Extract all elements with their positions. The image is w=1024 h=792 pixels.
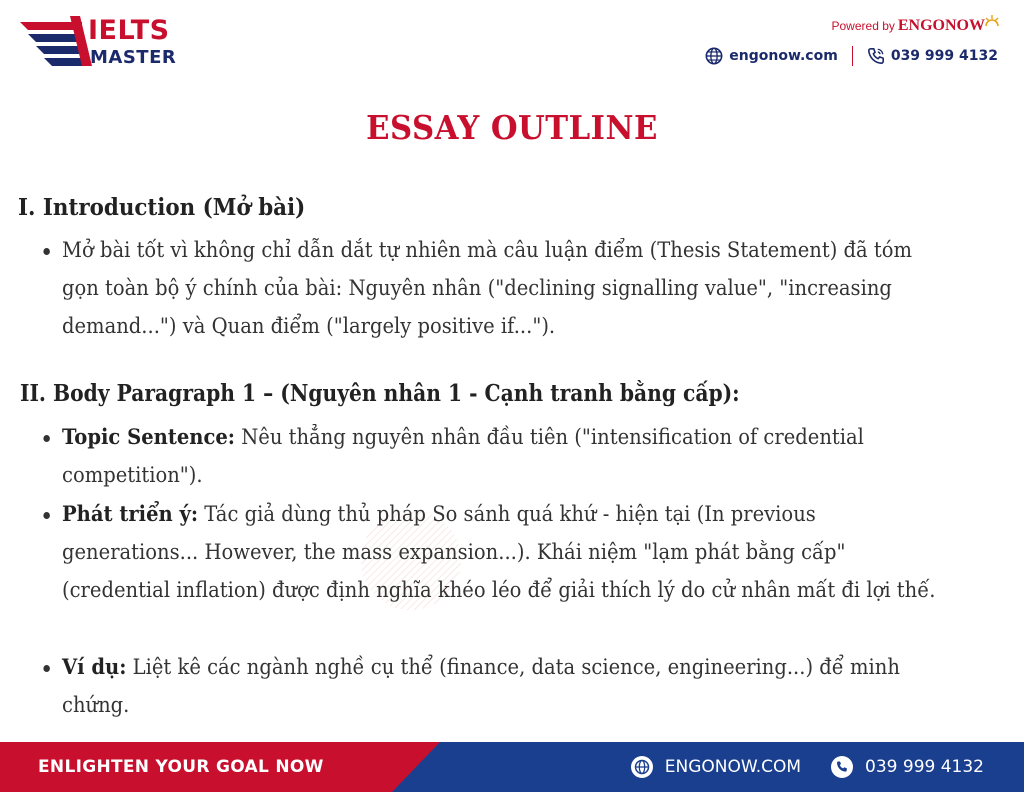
- list-item: [62, 648, 946, 724]
- logo-master-text: MASTER: [90, 47, 177, 68]
- engonow-brand: ENGONOW: [897, 17, 985, 34]
- footer-website-link[interactable]: [631, 756, 801, 778]
- bullet-text: Liệt kê các ngành nghề cụ thể (finance, data science, engineering...) để minh chứng.: [62, 655, 900, 717]
- powered-prefix: Powered by: [831, 19, 895, 33]
- bullet-label: Ví dụ:: [62, 654, 127, 679]
- footer-phone-text: 039 999 4132: [865, 757, 984, 777]
- bullet-dot: [43, 435, 50, 442]
- bullet-dot: [43, 248, 50, 255]
- header-website-text: engonow.com: [729, 48, 838, 64]
- header-phone-text: 039 999 4132: [890, 48, 998, 64]
- bullet-text: Nêu thẳng nguyên nhân đầu tiên ("intensification of credential competition").: [62, 425, 864, 487]
- globe-icon: [631, 756, 653, 778]
- section-heading-body-paragraph-1: II. Body Paragraph 1 – (Nguyên nhân 1 - Cạnh tranh bằng cấp):: [20, 380, 740, 407]
- bullet-label: Topic Sentence:: [62, 424, 235, 449]
- bullet-text: Mở bài tốt vì không chỉ dẫn dắt tự nhiên mà câu luận điểm (Thesis Statement) đã tóm gọn toàn bộ ý chính của bài: Nguyên nhân ("declining signalling value", "increasing demand...") và Quan điểm ("largely positive if...").: [62, 238, 913, 338]
- section-heading-introduction: I. Introduction (Mở bài): [18, 194, 306, 221]
- bullet-dot: [43, 512, 50, 519]
- list-item: [62, 418, 946, 494]
- footer-website-text: ENGONOW.COM: [664, 757, 802, 777]
- list-item: [62, 231, 946, 345]
- bullet-dot: [43, 665, 50, 672]
- bullet-text: Tác giả dùng thủ pháp So sánh quá khứ - hiện tại (In previous generations... However, the mass expansion...). Khái niệm "lạm phát bằng cấp" (credential inflation) được định nghĩa khéo léo để giải thích lý do cử nhân mất đi lợi thế.: [62, 502, 936, 602]
- bullet-label: Phát triển ý:: [62, 501, 199, 526]
- footer-phone-link[interactable]: [831, 756, 984, 778]
- logo-ielts-text: IELTS: [88, 15, 170, 46]
- page-title: ESSAY OUTLINE: [366, 108, 658, 147]
- footer-slogan: ENLIGHTEN YOUR GOAL NOW: [38, 757, 324, 777]
- phone-icon: [831, 756, 853, 778]
- footer-contacts: [631, 742, 984, 792]
- footer-bar: [0, 742, 1024, 792]
- list-item: [62, 495, 946, 609]
